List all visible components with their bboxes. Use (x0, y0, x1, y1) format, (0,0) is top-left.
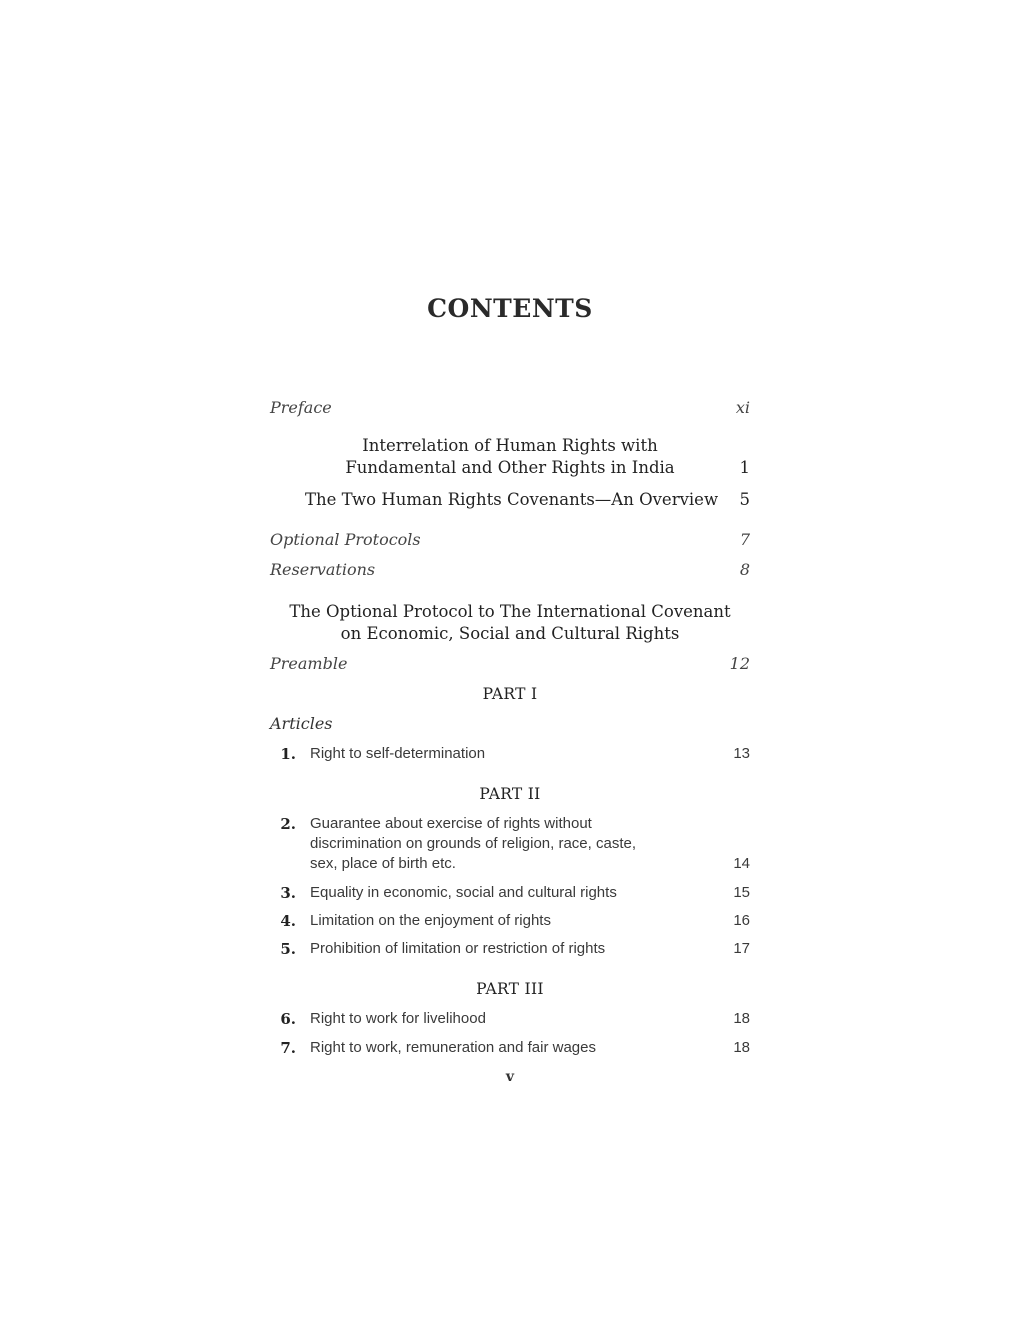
article-number: 1. (280, 745, 296, 763)
article-title-continued: sex, place of birth etc. (310, 855, 456, 872)
page-folio: v (505, 1069, 515, 1085)
article-title: Right to work for livelihood (310, 1010, 486, 1027)
article-page: 15 (733, 884, 750, 901)
toc-section-interrelation-line1: Interrelation of Human Rights with (362, 436, 658, 455)
toc-entry-reservations-page: 8 (739, 560, 750, 579)
toc-entry-preface-page: xi (735, 398, 750, 417)
article-number: 4. (280, 912, 296, 930)
toc-entry-preamble-page: 12 (729, 654, 750, 673)
article-page: 14 (733, 855, 750, 872)
toc-section-interrelation-line2: Fundamental and Other Rights in India (345, 458, 675, 477)
article-title: Limitation on the enjoyment of rights (310, 912, 551, 929)
article-number: 7. (280, 1039, 296, 1057)
article-title: Equality in economic, social and cultural rights (310, 884, 617, 901)
toc-section-optional-protocol-line2: on Economic, Social and Cultural Rights (340, 624, 680, 643)
article-title: Right to self-determination (310, 745, 486, 762)
toc-entry-preface-label: Preface (270, 398, 332, 417)
article-page: 18 (733, 1039, 750, 1056)
article-number: 2. (280, 815, 296, 833)
articles-label: Articles (270, 714, 333, 733)
toc-section-covenants-label: The Two Human Rights Covenants—An Overview (305, 490, 719, 509)
article-number: 6. (280, 1010, 296, 1028)
article-page: 16 (733, 912, 750, 929)
article-page: 13 (733, 745, 750, 762)
article-title-continued: discrimination on grounds of religion, race, caste, (310, 835, 637, 852)
toc-entry-optional-protocols-page: 7 (739, 530, 750, 549)
part-heading: PART III (476, 980, 544, 998)
toc-entry-preamble-label: Preamble (270, 654, 348, 673)
part-heading: PART II (479, 785, 541, 803)
article-number: 3. (280, 884, 296, 902)
page-title: CONTENTS (427, 294, 593, 323)
toc-entry-reservations-label: Reservations (270, 560, 376, 579)
article-number: 5. (280, 940, 296, 958)
article-page: 17 (733, 940, 750, 957)
article-title: Right to work, remuneration and fair wages (310, 1039, 596, 1056)
part-heading: PART I (482, 685, 538, 703)
toc-entry-optional-protocols-label: Optional Protocols (270, 530, 421, 549)
toc-section-optional-protocol-line1: The Optional Protocol to The International Covenant (289, 602, 731, 621)
toc-section-interrelation-page: 1 (739, 458, 750, 477)
article-page: 18 (733, 1010, 750, 1027)
toc-section-covenants-page: 5 (739, 490, 750, 509)
article-title: Prohibition of limitation or restriction of rights (310, 940, 606, 957)
article-title: Guarantee about exercise of rights without (310, 815, 592, 832)
